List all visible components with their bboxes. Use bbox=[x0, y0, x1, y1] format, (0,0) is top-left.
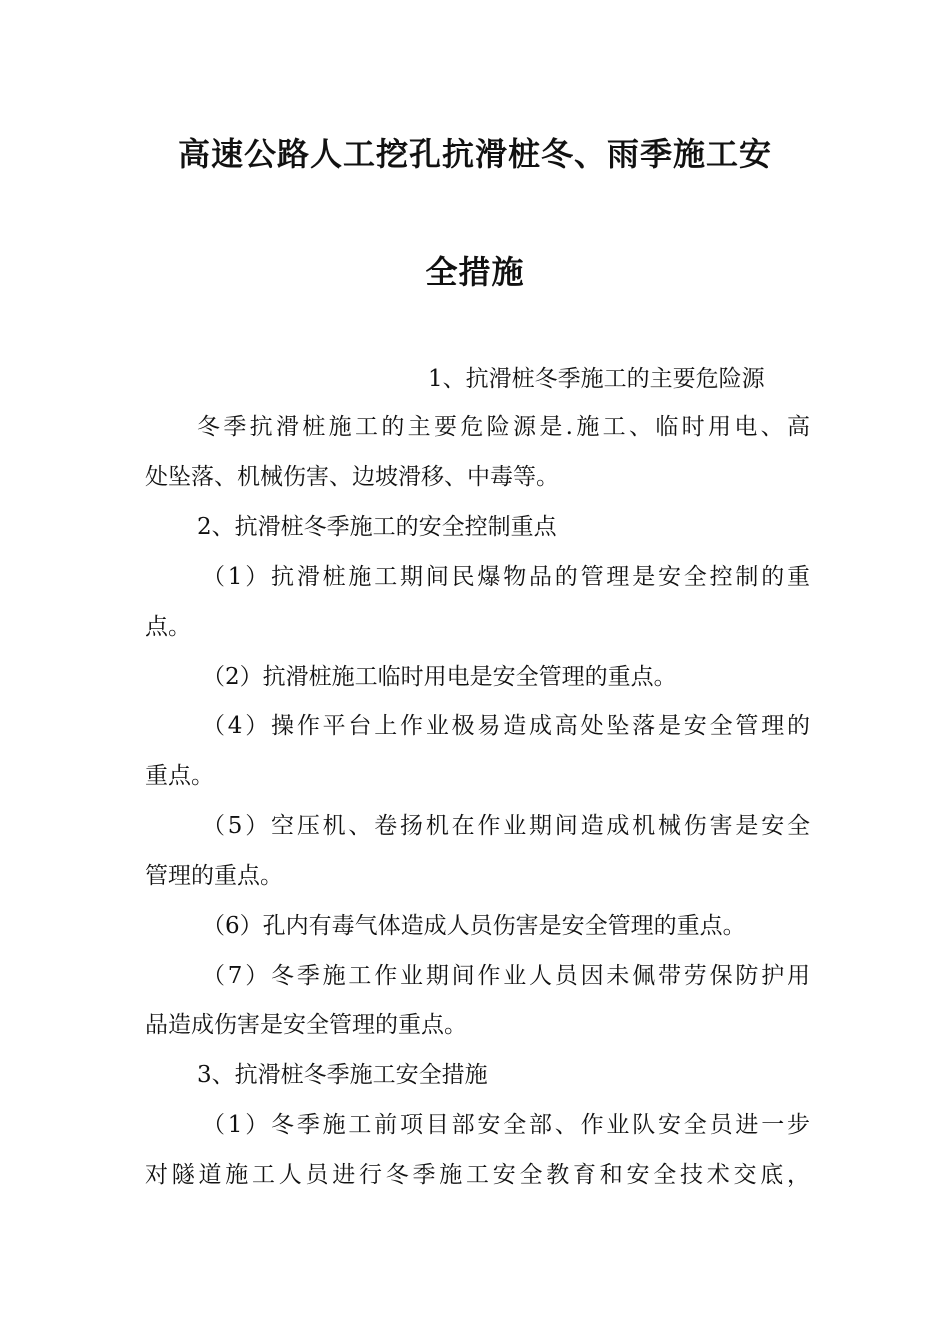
list-item-line: 点。 bbox=[145, 614, 191, 640]
section-heading-2: 2、抗滑桩冬季施工的安全控制重点 bbox=[197, 514, 557, 540]
document-title-line-1: 高速公路人工挖孔抗滑桩冬、雨季施工安 bbox=[177, 135, 772, 173]
list-item-line: （7）冬季施工作业期间作业人员因未佩带劳保防护用 bbox=[202, 963, 810, 989]
list-item-line: （1）抗滑桩施工期间民爆物品的管理是安全控制的重 bbox=[202, 564, 810, 590]
list-item-line: （5）空压机、卷扬机在作业期间造成机械伤害是安全 bbox=[202, 813, 810, 839]
list-item-line: （2）抗滑桩施工临时用电是安全管理的重点。 bbox=[202, 664, 677, 690]
list-item-line: 品造成伤害是安全管理的重点。 bbox=[145, 1012, 467, 1038]
document-title-line-2: 全措施 bbox=[425, 253, 525, 291]
list-item-line: （6）孔内有毒气体造成人员伤害是安全管理的重点。 bbox=[202, 913, 746, 939]
section-heading-1: 1、抗滑桩冬季施工的主要危险源 bbox=[428, 366, 765, 392]
list-item-line: 重点。 bbox=[145, 763, 214, 789]
paragraph-line: 处坠落、机械伤害、边坡滑移、中毒等。 bbox=[145, 464, 559, 490]
list-item-line: （4）操作平台上作业极易造成高处坠落是安全管理的 bbox=[202, 713, 810, 739]
paragraph-line: 冬季抗滑桩施工的主要危险源是.施工、临时用电、高 bbox=[197, 414, 810, 440]
list-item-line: 管理的重点。 bbox=[145, 863, 283, 889]
list-item-line: （1）冬季施工前项目部安全部、作业队安全员进一步 bbox=[202, 1112, 810, 1138]
list-item-line: 对隧道施工人员进行冬季施工安全教育和安全技术交底， bbox=[145, 1162, 810, 1188]
section-heading-3: 3、抗滑桩冬季施工安全措施 bbox=[197, 1062, 488, 1088]
